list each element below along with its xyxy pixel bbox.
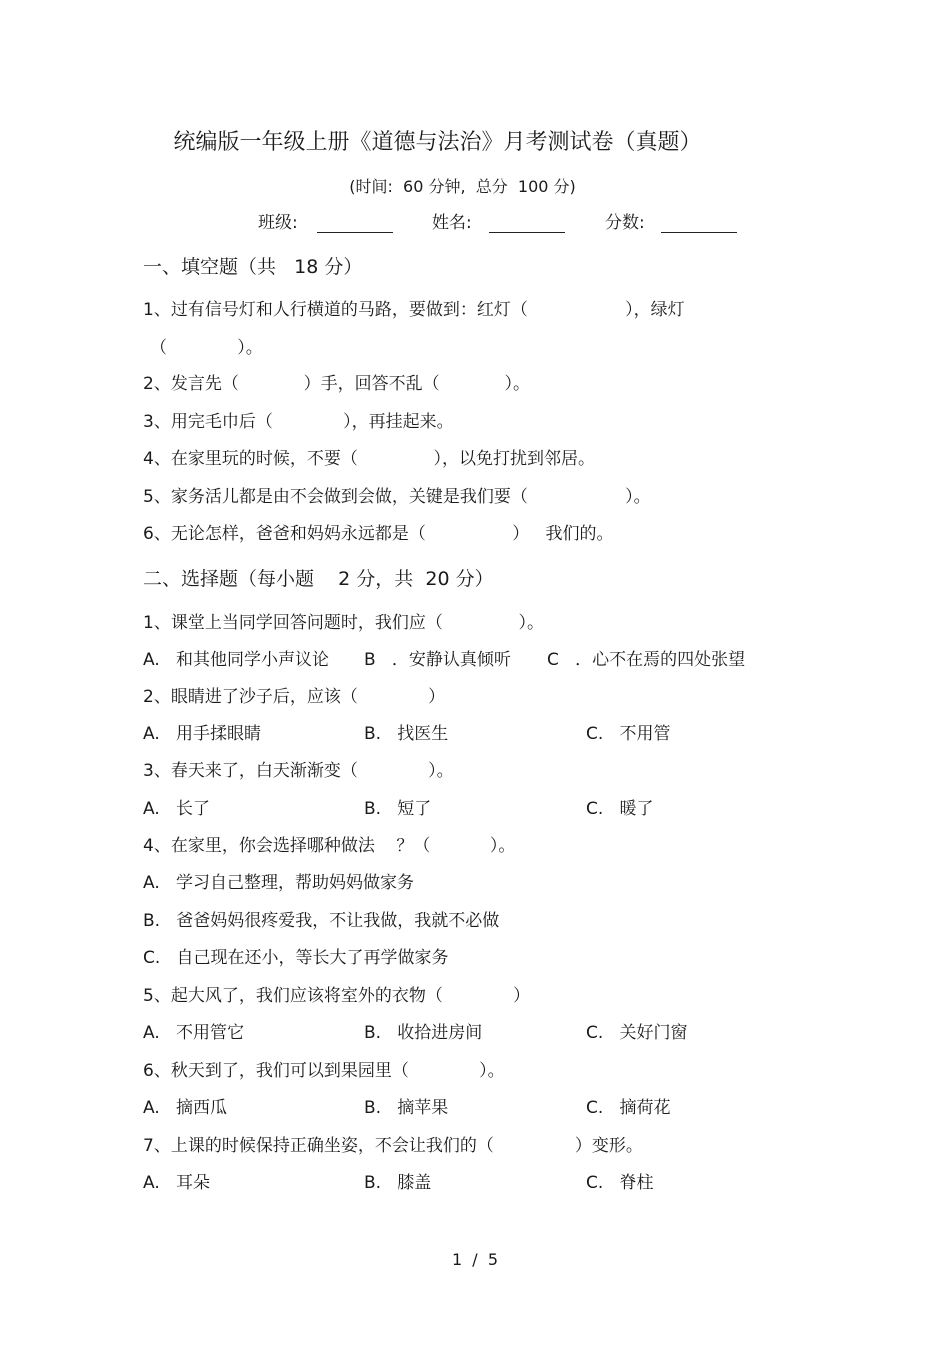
fill-question-1-cont: （ ）。 [150, 338, 263, 358]
q3-option-b: B. 短了 [364, 799, 432, 819]
choice-question-4: 4、在家里，你会选择哪种做法 ？（ ）。 [143, 836, 516, 856]
class-label: 班级: [258, 213, 298, 233]
fill-question-1: 1、过有信号灯和人行横道的马路，要做到：红灯（ ），绿灯 [143, 300, 685, 320]
q5-option-b: B. 收拾进房间 [364, 1023, 483, 1043]
q7-option-b: B. 膝盖 [364, 1173, 432, 1193]
exam-time-info: (时间: 60 分钟, 总分 100 分) [349, 177, 576, 196]
q7-option-a: A. 耳朵 [143, 1173, 210, 1193]
q1-option-c: C ．心不在焉的四处张望 [547, 650, 746, 670]
page-number: 1 / 5 [451, 1250, 499, 1269]
q4-option-b: B. 爸爸妈妈很疼爱我，不让我做，我就不必做 [143, 911, 500, 931]
q7-option-c: C. 脊柱 [586, 1173, 654, 1193]
q3-option-a: A. 长了 [143, 799, 210, 819]
fill-question-3: 3、用完毛巾后（ ），再挂起来。 [143, 412, 454, 432]
fill-question-6: 6、无论怎样，爸爸和妈妈永远都是（ ） 我们的。 [143, 524, 614, 544]
q2-option-b: B. 找医生 [364, 724, 449, 744]
q1-option-a: A. 和其他同学小声议论 [143, 650, 329, 670]
choice-question-3: 3、春天来了，白天渐渐变（ ）。 [143, 761, 454, 781]
fill-question-5: 5、家务活儿都是由不会做到会做，关键是我们要（ ）。 [143, 487, 651, 507]
q6-option-b: B. 摘苹果 [364, 1098, 449, 1118]
name-blank [489, 232, 565, 233]
class-blank [317, 232, 393, 233]
score-blank [661, 232, 737, 233]
choice-question-7: 7、上课的时候保持正确坐姿，不会让我们的（ ）变形。 [143, 1136, 643, 1156]
choice-question-6: 6、秋天到了，我们可以到果园里（ ）。 [143, 1061, 505, 1081]
q2-option-c: C. 不用管 [586, 724, 671, 744]
fill-question-2: 2、发言先（ ）手，回答不乱（ ）。 [143, 374, 531, 394]
choice-question-5: 5、起大风了，我们应该将室外的衣物（ ） [143, 986, 531, 1006]
q5-option-a: A. 不用管它 [143, 1023, 244, 1043]
choice-question-2: 2、眼睛进了沙子后，应该（ ） [143, 687, 446, 707]
fill-question-4: 4、在家里玩的时候，不要（ ），以免打扰到邻居。 [143, 449, 595, 469]
q5-option-c: C. 关好门窗 [586, 1023, 688, 1043]
q6-option-c: C. 摘荷花 [586, 1098, 671, 1118]
page-title: 统编版一年级上册《道德与法治》月考测试卷（真题） [173, 130, 702, 155]
q2-option-a: A. 用手揉眼睛 [143, 724, 261, 744]
name-label: 姓名: [432, 213, 472, 233]
q1-option-b: B ．安静认真倾听 [364, 650, 511, 670]
q6-option-a: A. 摘西瓜 [143, 1098, 227, 1118]
section1-heading: 一、填空题（共 18 分） [143, 256, 363, 278]
q4-option-a: A. 学习自己整理，帮助妈妈做家务 [143, 873, 414, 893]
choice-question-1: 1、课堂上当同学回答问题时，我们应（ ）。 [143, 613, 544, 633]
section2-heading: 二、选择题（每小题 2 分，共 20 分） [143, 568, 494, 590]
score-label: 分数: [605, 213, 645, 233]
q4-option-c: C. 自己现在还小，等长大了再学做家务 [143, 948, 449, 968]
q3-option-c: C. 暖了 [586, 799, 654, 819]
